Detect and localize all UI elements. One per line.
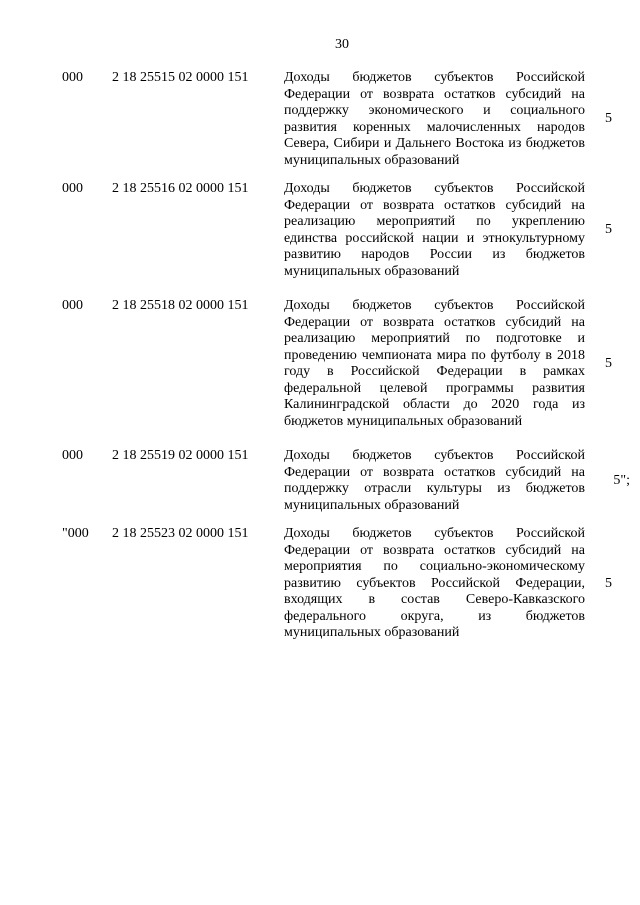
kbk-code: 2 18 25518 02 0000 151 bbox=[112, 298, 249, 313]
admin-code: 000 bbox=[62, 448, 83, 463]
admin-code: 000 bbox=[62, 70, 83, 85]
value-cell: 5 bbox=[605, 355, 612, 371]
income-name: Доходы бюджетов субъектов Российской Федерации от возврата остатков субсидий на реализацию мероприятий по укреплению единства российской нации и этнокультурному развитию народов России из бюджетов муниципальных образований bbox=[284, 181, 585, 279]
table-row bbox=[62, 70, 622, 169]
income-name: Доходы бюджетов субъектов Российской Федерации от возврата остатков субсидий на реализацию мероприятий по подготовке и проведению чемпионата мира по футболу в 2018 году в Российской Федерации в рамках федеральной целевой программы развития Калининградской области до 2020 года из бюджетов муниципальных образований bbox=[284, 298, 585, 429]
admin-code: 000 bbox=[62, 181, 83, 196]
kbk-code: 2 18 25519 02 0000 151 bbox=[112, 448, 249, 463]
income-name: Доходы бюджетов субъектов Российской Федерации от возврата остатков субсидий на поддержку экономического и социального развития коренных малочисленных народов Севера, Сибири и Дальнего Востока из бюджетов муниципальных образований bbox=[284, 70, 585, 168]
value-cell: 5 bbox=[605, 222, 612, 238]
value-cell: 5"; bbox=[613, 472, 630, 488]
value-cell: 5 bbox=[605, 575, 612, 591]
table-row bbox=[62, 526, 622, 642]
page-number: 30 bbox=[335, 37, 349, 52]
kbk-code: 2 18 25516 02 0000 151 bbox=[112, 181, 249, 196]
value-cell: 5 bbox=[605, 111, 612, 127]
table-row bbox=[62, 298, 622, 430]
kbk-code: 2 18 25515 02 0000 151 bbox=[112, 70, 249, 85]
table-row bbox=[62, 448, 630, 514]
admin-code: 000 bbox=[62, 298, 83, 313]
income-name: Доходы бюджетов субъектов Российской Федерации от возврата остатков субсидий на поддержку отрасли культуры из бюджетов муниципальных образований bbox=[284, 448, 585, 513]
income-name: Доходы бюджетов субъектов Российской Федерации от возврата остатков субсидий на мероприятия по социально-экономическому развитию субъектов Российской Федерации, входящих в состав Северо-Кавказского федерального округа, из бюджетов муниципальных образований bbox=[284, 526, 585, 640]
admin-code: "000 bbox=[62, 526, 89, 541]
kbk-code: 2 18 25523 02 0000 151 bbox=[112, 526, 249, 541]
table-row bbox=[62, 181, 622, 280]
income-codes-table bbox=[62, 70, 630, 657]
